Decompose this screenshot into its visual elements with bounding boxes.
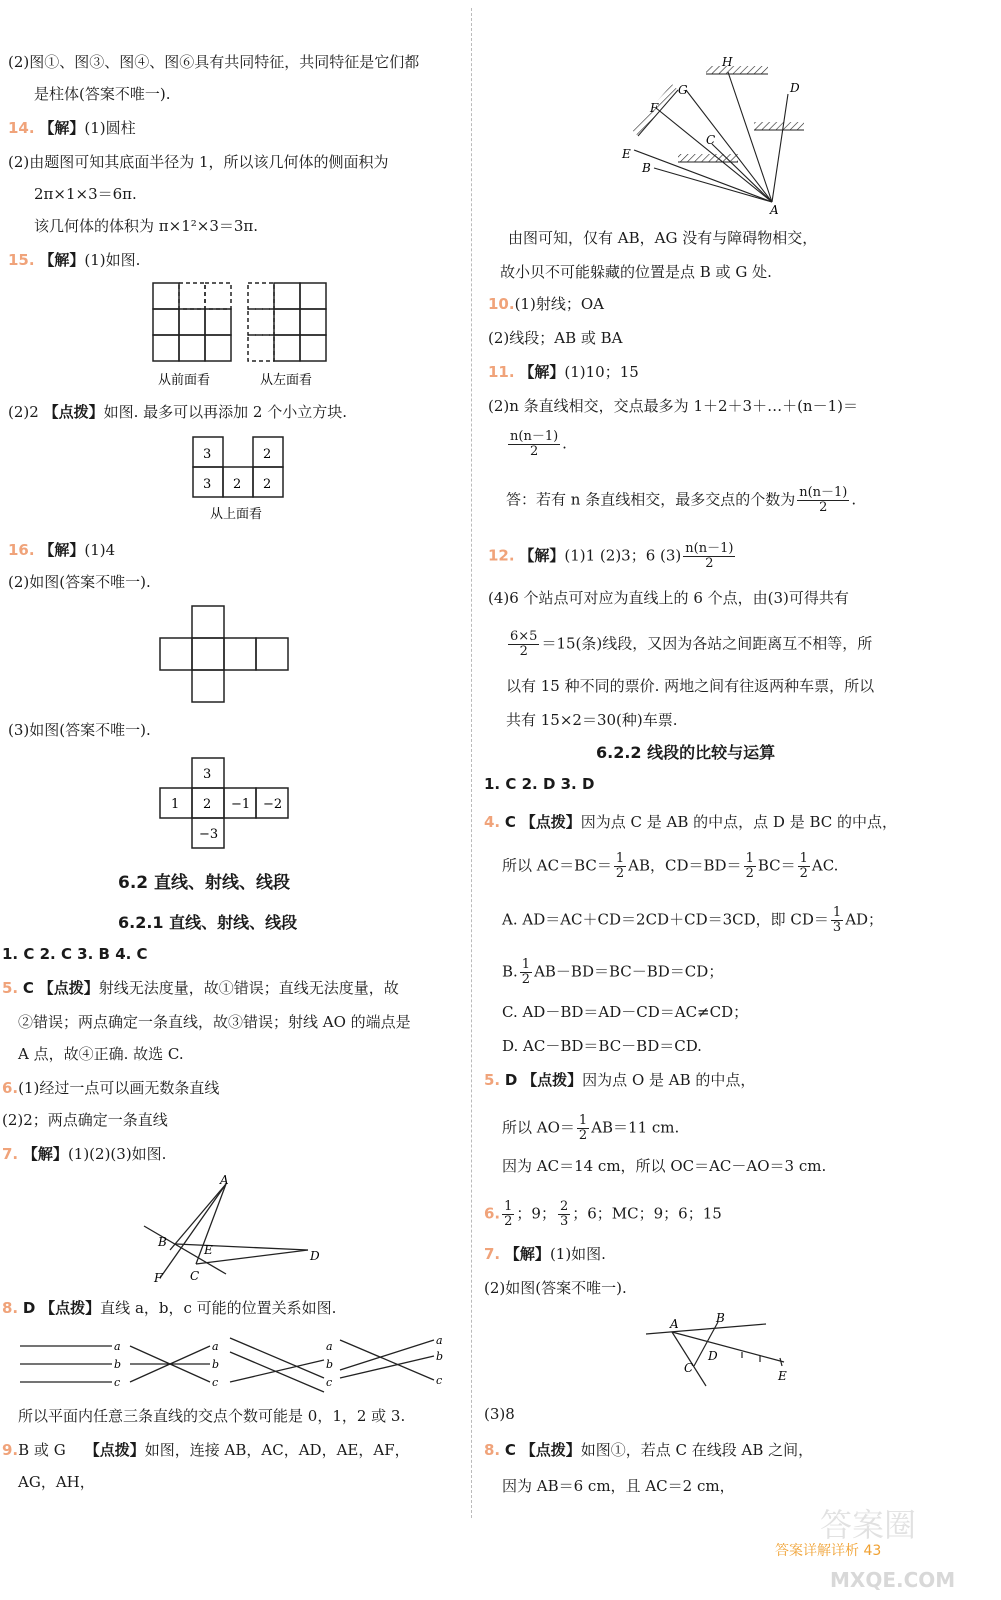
q15-part2	[8, 402, 347, 422]
q5-line	[2, 978, 399, 998]
answer-text: B 或 G	[18, 1441, 66, 1459]
svg-text:A: A	[770, 203, 779, 214]
svg-text:F: F	[650, 101, 659, 115]
answer-text: 如图，连接 AB，AC，AD，AE，AF，	[144, 1441, 410, 1459]
answer-text: ＝15(条)线段，又因为各站之间距离互不相等，所	[541, 634, 873, 653]
tag: 【解】	[519, 546, 565, 565]
face-number: 3	[203, 767, 212, 782]
svg-text:F: F	[154, 1271, 163, 1285]
svg-text:b: b	[114, 1358, 122, 1371]
tag: 【解】	[39, 119, 85, 137]
subsection-heading: 6.2.1 直线、射线、线段	[118, 913, 298, 932]
answer-text: 因为点 O 是 AB 的中点，	[582, 1071, 756, 1089]
question-number: 14.	[8, 119, 35, 137]
tag: 【解】	[39, 541, 85, 559]
text-line: A 点，故④正确. 故选 C.	[18, 1045, 184, 1063]
text-line: 是柱体(答案不唯一).	[34, 85, 171, 103]
q5-line	[484, 1070, 755, 1090]
tag: 【点拨】	[522, 1071, 583, 1089]
tag: 【解】	[504, 1245, 550, 1263]
q12-line	[488, 542, 737, 571]
svg-text:C: C	[190, 1269, 200, 1283]
cell-count: 3	[203, 477, 212, 492]
tag: 【解】	[39, 251, 85, 269]
answers-line: 1. C 2. C 3. B 4. C	[2, 945, 148, 963]
text-line: (2)如图(答案不唯一).	[8, 573, 151, 591]
segment-figure	[642, 1310, 812, 1390]
q11-line	[488, 362, 639, 382]
q7-line	[484, 1244, 606, 1264]
text-line: 所以平面内任意三条直线的交点个数可能是 0，1，2 或 3.	[18, 1407, 406, 1425]
q14-line	[8, 118, 136, 138]
text-line: 以有 15 种不同的票价. 两地之间有往返两种车票，所以	[506, 677, 875, 695]
face-number: 1	[171, 797, 180, 812]
q15-line	[8, 250, 140, 270]
text-line: 因为 AC＝14 cm，所以 OC＝AC－AO＝3 cm.	[502, 1157, 827, 1175]
q8-line	[484, 1440, 813, 1460]
fraction: $\frac{1}{3}$	[832, 905, 842, 935]
hiding-position-figure	[620, 52, 820, 214]
answer-text: (1)如图.	[549, 1245, 606, 1263]
svg-text:b: b	[212, 1358, 220, 1371]
svg-text:c: c	[212, 1376, 219, 1389]
text-line: (3)8	[484, 1405, 515, 1423]
option-b: B. $\frac{1}{2}$ AB－BD＝BC－BD＝CD；	[502, 957, 724, 987]
svg-text:D: D	[310, 1249, 320, 1263]
answer-letter: C	[504, 813, 516, 831]
text-line: (3)如图(答案不唯一).	[8, 721, 151, 739]
face-number: 2	[203, 797, 212, 812]
fraction: $\frac{n(n-1)}{2}$	[799, 485, 848, 515]
answer-text: (1)1 (2)3；6 (3)	[564, 546, 682, 565]
answer-text: (2)2	[8, 403, 39, 421]
question-number: 16.	[8, 541, 35, 559]
text-line: (2)如图(答案不唯一).	[484, 1279, 627, 1297]
fraction: $\frac{n(n-1)}{2}$	[685, 541, 734, 571]
question-number: 5.	[2, 979, 19, 997]
svg-text:E: E	[622, 147, 631, 161]
question-number: 5.	[484, 1071, 501, 1089]
cell-count: 2	[263, 447, 272, 462]
tag: 【点拨】	[84, 1441, 145, 1459]
q12-fraction-line	[506, 630, 872, 659]
tag: 【点拨】	[520, 1441, 581, 1459]
q6-line	[2, 1078, 219, 1098]
text-line: ②错误；两点确定一条直线，故③错误；射线 AO 的端点是	[18, 1013, 411, 1031]
option-d: D. AC－BD＝BC－BD＝CD.	[502, 1037, 702, 1055]
tag: 【点拨】	[43, 403, 104, 421]
three-lines-figure	[14, 1330, 444, 1396]
svg-text:c: c	[114, 1376, 121, 1389]
svg-text:E: E	[204, 1243, 213, 1257]
svg-text:E: E	[778, 1369, 787, 1383]
fraction: $\frac{1}{2}$	[745, 851, 754, 881]
fraction: $\frac{6\times 5}{2}$	[510, 629, 538, 659]
answer-text: 直线 a，b，c 可能的位置关系如图.	[100, 1299, 337, 1317]
tag: 【点拨】	[38, 979, 99, 997]
answer-text: (1)圆柱	[84, 119, 136, 137]
question-number: 6.	[484, 1204, 501, 1223]
text-line: 该几何体的体积为 π×1²×3＝3π.	[34, 217, 259, 235]
answer-letter: D	[22, 1299, 36, 1317]
text-line: 由图可知，仅有 AB，AG 没有与障碍物相交，	[508, 229, 818, 247]
option-a: A. AD＝AC＋CD＝2CD＋CD＝3CD，即 CD＝ $\frac{1}{3}$ AD；	[502, 905, 884, 935]
answer-text: (1)4	[84, 541, 116, 559]
q8-line	[2, 1298, 336, 1318]
text-line: (2)图①、图③、图④、图⑥具有共同特征，共同特征是它们都	[8, 53, 420, 71]
svg-text:A: A	[220, 1174, 229, 1187]
q5-fraction-line: 所以 AO＝ $\frac{1}{2}$ AB＝11 cm.	[502, 1113, 680, 1143]
cube-net-figure	[158, 604, 294, 706]
svg-text:c: c	[436, 1374, 443, 1387]
question-number: 8.	[484, 1441, 501, 1459]
svg-text:D: D	[708, 1349, 718, 1363]
face-number: −3	[199, 827, 219, 842]
svg-text:B: B	[642, 161, 651, 175]
text-line: 共有 15×2＝30(种)车票.	[506, 711, 678, 729]
text-line: (2)由题图可知其底面半径为 1，所以该几何体的侧面积为	[8, 153, 389, 171]
answer-letter: C	[22, 979, 34, 997]
question-number: 12.	[488, 546, 515, 565]
watermark-logo: 答案圈	[820, 1506, 917, 1544]
text-line: 故小贝不可能躲藏的位置是点 B 或 G 处.	[500, 263, 772, 281]
watermark-url: MXQE.COM	[830, 1568, 956, 1592]
question-number: 7.	[2, 1145, 19, 1163]
fraction: $\frac{2}{3}$	[559, 1199, 569, 1229]
q9-line	[2, 1440, 410, 1460]
svg-text:C: C	[706, 133, 716, 147]
text-line: (2)线段；AB 或 BA	[488, 329, 623, 347]
question-number: 10.	[488, 295, 515, 313]
view-label: 从前面看	[158, 373, 211, 388]
text-line: 2π×1×3＝6π.	[34, 185, 137, 203]
svg-text:H: H	[722, 55, 733, 69]
svg-text:C: C	[684, 1361, 694, 1375]
answer-letter: D	[504, 1071, 518, 1089]
view-label: 从左面看	[260, 373, 313, 388]
face-number: −1	[231, 797, 251, 812]
svg-text:b: b	[326, 1358, 334, 1371]
answer-text: 如图. 最多可以再添加 2 个小立方块.	[103, 403, 347, 421]
answer-letter: C	[504, 1441, 516, 1459]
page-number: 43	[863, 1543, 882, 1559]
column-divider	[471, 8, 472, 1518]
q16-line	[8, 540, 115, 560]
cell-count: 3	[203, 447, 212, 462]
question-number: 8.	[2, 1299, 19, 1317]
svg-text:D: D	[790, 81, 800, 95]
tag: 【点拨】	[40, 1299, 101, 1317]
svg-text:a: a	[326, 1340, 333, 1353]
svg-text:G: G	[678, 83, 688, 97]
svg-text:c: c	[326, 1376, 333, 1389]
answers-line: 1. C 2. D 3. D	[484, 775, 595, 793]
cell-count: 2	[263, 477, 272, 492]
fraction-line: $\frac{n(n-1)}{2}$ .	[510, 429, 567, 459]
three-view-figure	[150, 280, 340, 390]
fraction: $\frac{1}{2}$	[521, 957, 531, 987]
fraction: $\frac{1}{2}$	[578, 1113, 588, 1143]
face-number: −2	[263, 797, 283, 812]
footer-label: 答案详解详析	[775, 1543, 859, 1559]
question-number: 7.	[484, 1245, 501, 1263]
svg-text:a: a	[212, 1340, 219, 1353]
text-line: (2)n 条直线相交，交点最多为 1＋2＋3＋…＋(n－1)＝	[488, 397, 858, 415]
svg-text:a: a	[114, 1340, 121, 1353]
q4-fraction-line: 所以 AC＝BC＝ $\frac{1}{2}$ AB，CD＝BD＝ $\frac{1}{2}$ BC＝ $\frac{1}{2}$ AC.	[502, 851, 839, 881]
svg-text:a: a	[436, 1334, 443, 1347]
question-number: 11.	[488, 363, 515, 381]
question-number: 9.	[2, 1441, 19, 1459]
text-line: AG，AH，	[18, 1473, 95, 1491]
tag: 【点拨】	[520, 813, 581, 831]
question-number: 4.	[484, 813, 501, 831]
top-view-figure	[190, 434, 290, 524]
svg-text:B: B	[158, 1235, 167, 1249]
q10-line	[488, 294, 604, 314]
answer-text: (1)经过一点可以画无数条直线	[18, 1079, 220, 1097]
numbered-net-figure	[158, 756, 294, 856]
answer-text: 因为点 C 是 AB 的中点，点 D 是 BC 的中点，	[580, 813, 898, 831]
svg-text:B: B	[716, 1311, 725, 1325]
tag: 【解】	[22, 1145, 68, 1163]
answer-text: (1)10；15	[564, 363, 639, 381]
fraction: $\frac{n(n-1)}{2}$	[510, 429, 559, 459]
section-heading: 6.2 直线、射线、线段	[118, 873, 291, 893]
subsection-heading: 6.2.2 线段的比较与运算	[596, 743, 776, 762]
answer-text: 答：若有 n 条直线相交，最多交点的个数为	[506, 490, 796, 509]
q6-line: 6. $\frac{1}{2}$ ；9； $\frac{2}{3}$ ；6；MC；9；6；15	[484, 1199, 722, 1229]
answer-text: 射线无法度量，故①错误；直线无法度量，故	[98, 979, 399, 997]
line-construction-figure	[140, 1174, 330, 1286]
answer-text: (1)(2)(3)如图.	[67, 1145, 167, 1163]
fraction: $\frac{1}{2}$	[615, 851, 625, 881]
question-number: 15.	[8, 251, 35, 269]
q7-line	[2, 1144, 166, 1164]
fraction: $\frac{1}{2}$	[799, 851, 808, 881]
view-label: 从上面看	[210, 507, 263, 522]
question-number: 6.	[2, 1079, 19, 1097]
option-c: C. AD－BD＝AD－CD＝AC≠CD；	[502, 1003, 749, 1021]
answer-text: (1)如图.	[84, 251, 141, 269]
text-line: (4)6 个站点可对应为直线上的 6 个点，由(3)可得共有	[488, 589, 849, 607]
answer-text: 如图①，若点 C 在线段 AB 之间，	[580, 1441, 814, 1459]
svg-text:b: b	[436, 1350, 444, 1363]
q11-answer: 答：若有 n 条直线相交，最多交点的个数为 $\frac{n(n-1)}{2}$ .	[506, 485, 857, 515]
cell-count: 2	[233, 477, 242, 492]
q4-line	[484, 812, 897, 832]
tag: 【解】	[519, 363, 565, 381]
text-line: (2)2；两点确定一条直线	[2, 1111, 168, 1129]
text-line: 因为 AB＝6 cm，且 AC＝2 cm，	[502, 1477, 735, 1495]
fraction: $\frac{1}{2}$	[504, 1199, 513, 1229]
answer-text: (1)射线；OA	[514, 295, 604, 313]
svg-text:A: A	[670, 1317, 679, 1331]
